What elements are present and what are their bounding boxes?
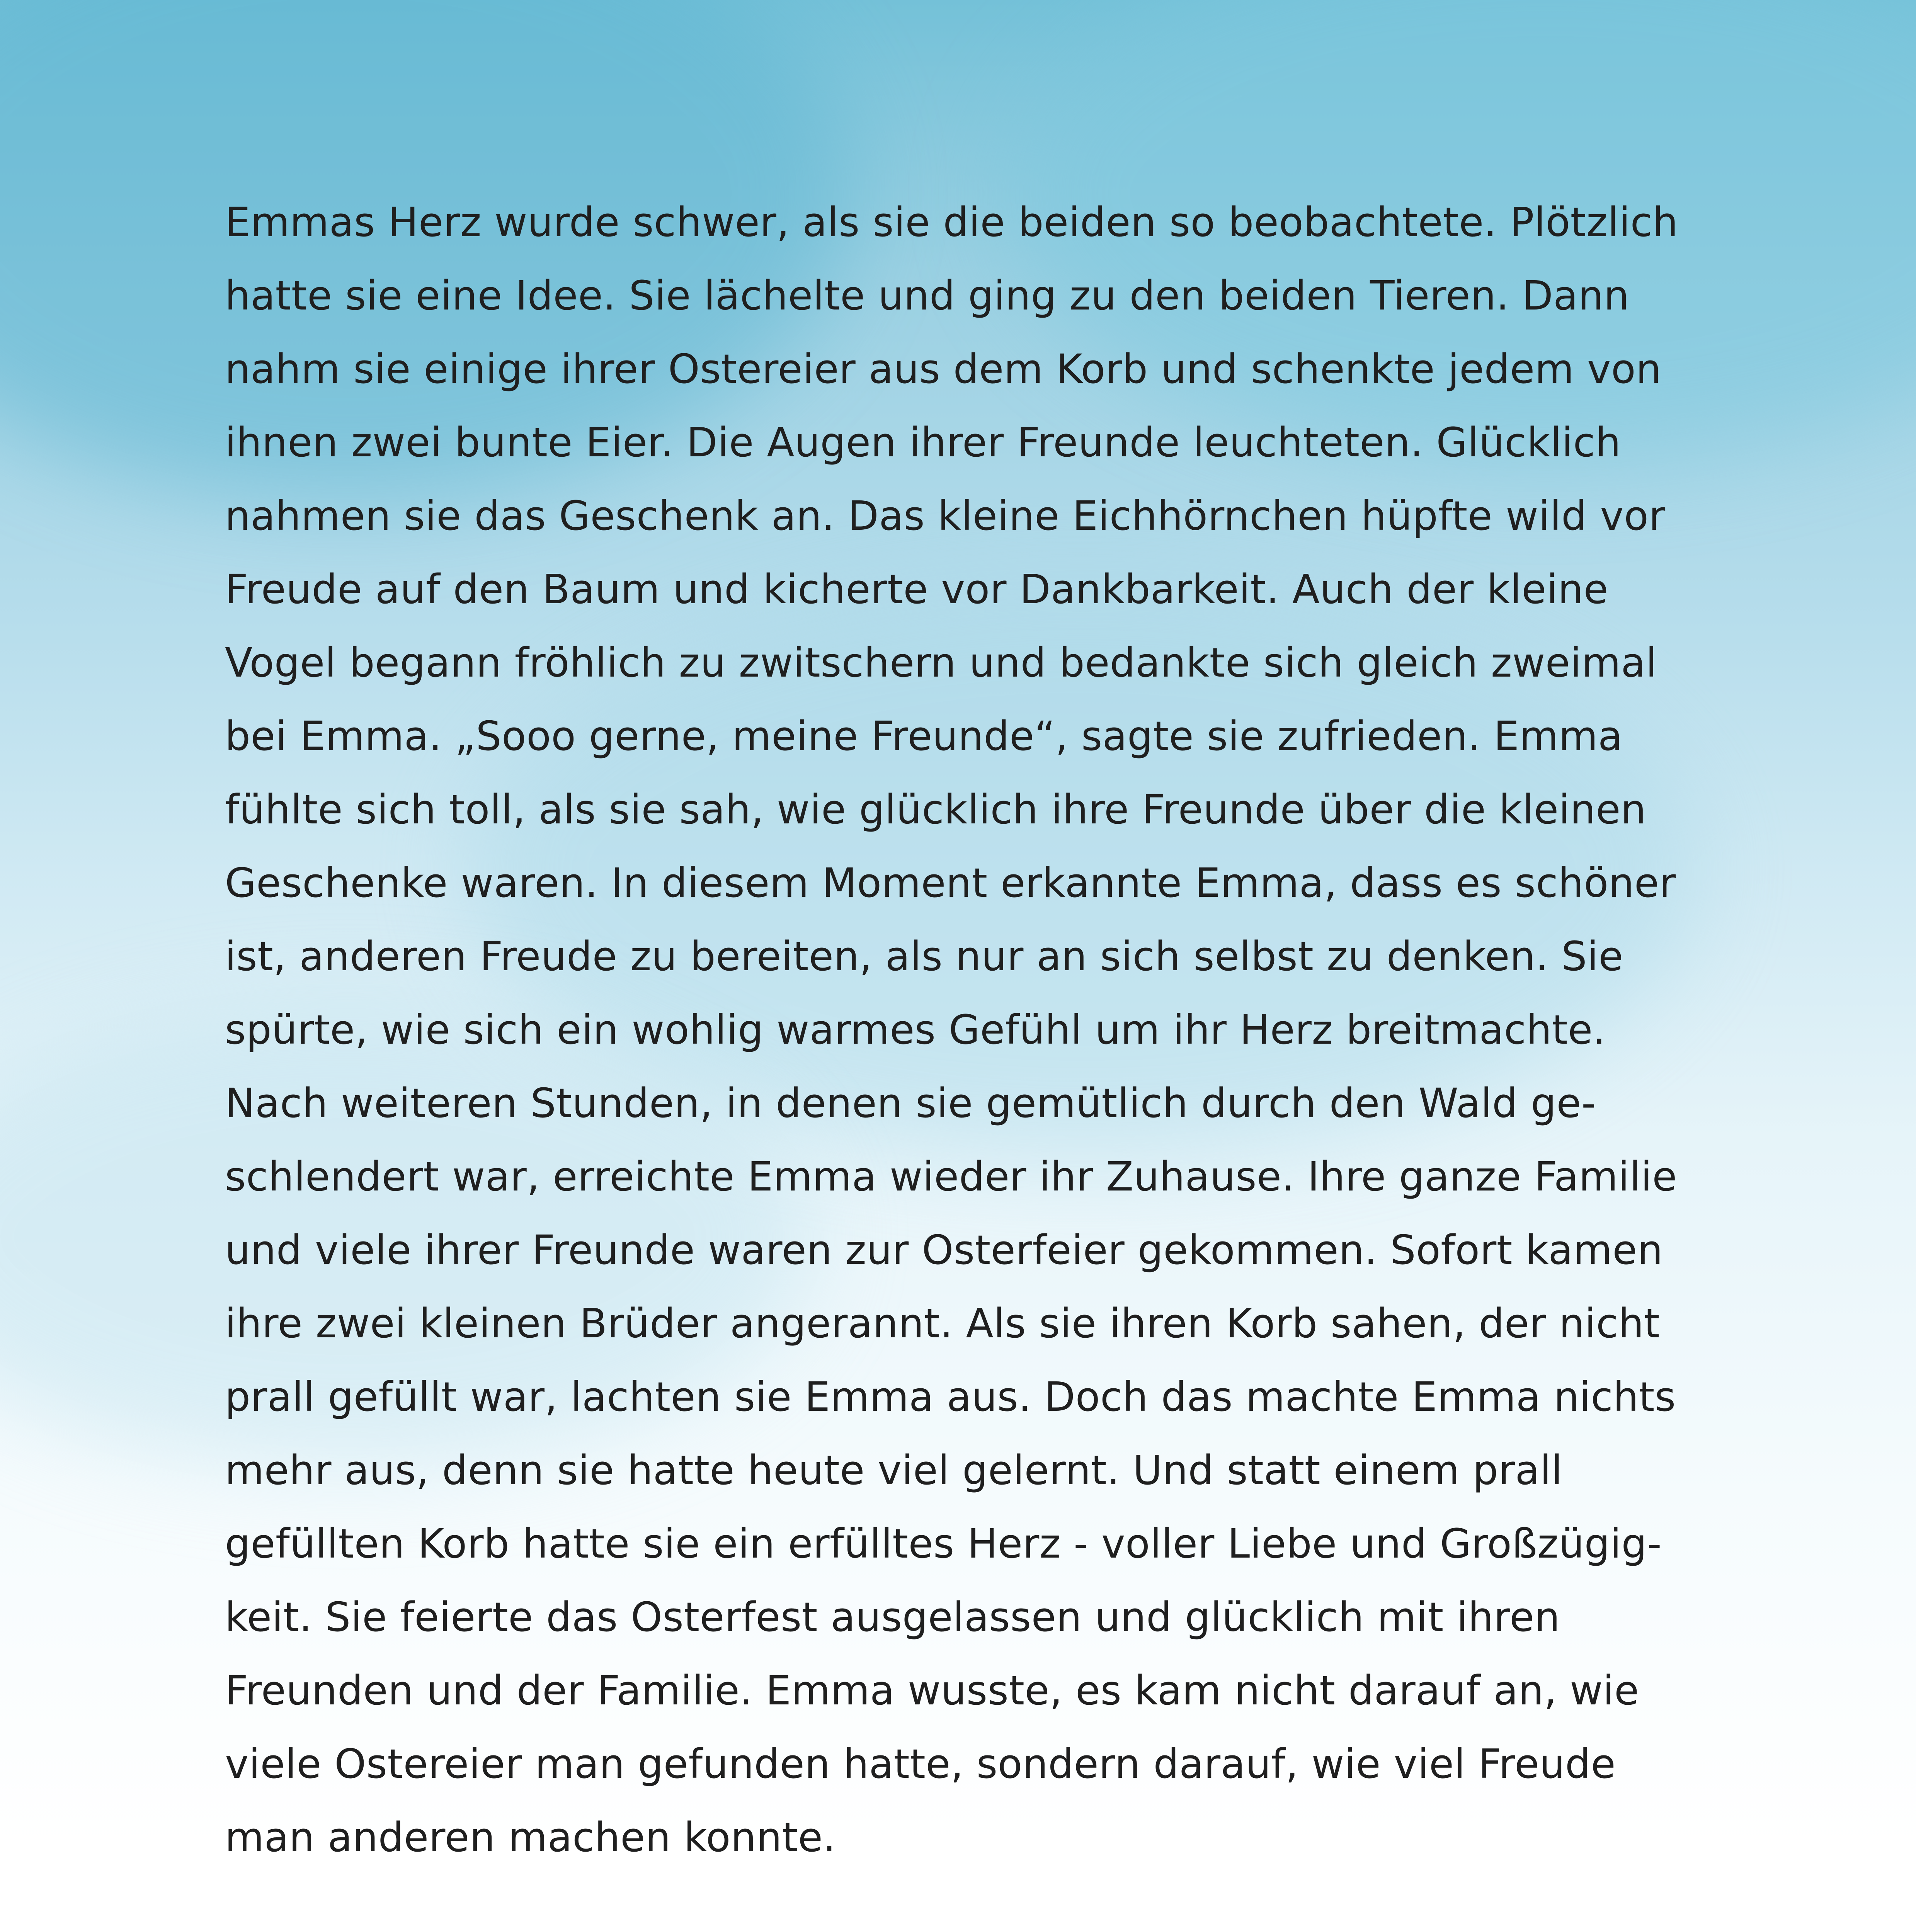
story-line: bei Emma. „Sooo gerne, meine Freunde“, sagte sie zufrieden. Emma bbox=[225, 713, 1623, 760]
story-line: prall gefüllt war, lachten sie Emma aus. Doch das machte Emma nichts bbox=[225, 1373, 1676, 1420]
story-line: ist, anderen Freude zu bereiten, als nur an sich selbst zu denken. Sie bbox=[225, 933, 1623, 980]
story-line: Freude auf den Baum und kicherte vor Dankbarkeit. Auch der kleine bbox=[225, 566, 1609, 613]
story-line: keit. Sie feierte das Osterfest ausgelassen und glücklich mit ihren bbox=[225, 1594, 1560, 1641]
story-line: Freunden und der Familie. Emma wusste, es kam nicht darauf an, wie bbox=[225, 1667, 1639, 1714]
story-line: ihnen zwei bunte Eier. Die Augen ihrer Freunde leuchteten. Glücklich bbox=[225, 419, 1621, 466]
story-line: spürte, wie sich ein wohlig warmes Gefühl um ihr Herz breitmachte. bbox=[225, 1006, 1606, 1053]
story-line: man anderen machen konnte. bbox=[225, 1814, 836, 1861]
story-text bbox=[225, 185, 1724, 1874]
story-line: hatte sie eine Idee. Sie lächelte und ging zu den beiden Tieren. Dann bbox=[225, 272, 1630, 319]
story-line: ihre zwei kleinen Brüder angerannt. Als sie ihren Korb sahen, der nicht bbox=[225, 1300, 1660, 1347]
story-line: gefüllten Korb hatte sie ein erfülltes Herz - voller Liebe und Großzügig- bbox=[225, 1520, 1662, 1567]
story-line: mehr aus, denn sie hatte heute viel gelernt. Und statt einem prall bbox=[225, 1447, 1563, 1494]
story-line: viele Ostereier man gefunden hatte, sondern darauf, wie viel Freude bbox=[225, 1740, 1616, 1787]
story-line: fühlte sich toll, als sie sah, wie glücklich ihre Freunde über die kleinen bbox=[225, 786, 1647, 833]
story-line: nahmen sie das Geschenk an. Das kleine Eichhörnchen hüpfte wild vor bbox=[225, 492, 1666, 539]
story-line: nahm sie einige ihrer Ostereier aus dem Korb und schenkte jedem von bbox=[225, 345, 1662, 393]
story-line: Vogel begann fröhlich zu zwitschern und bedankte sich gleich zweimal bbox=[225, 639, 1657, 686]
story-line: Nach weiteren Stunden, in denen sie gemütlich durch den Wald ge- bbox=[225, 1080, 1596, 1127]
story-line: schlendert war, erreichte Emma wieder ihr Zuhause. Ihre ganze Familie bbox=[225, 1153, 1677, 1200]
story-line: Emmas Herz wurde schwer, als sie die beiden so beobachtete. Plötzlich bbox=[225, 199, 1678, 246]
story-line: und viele ihrer Freunde waren zur Osterfeier gekommen. Sofort kamen bbox=[225, 1226, 1663, 1274]
story-line: Geschenke waren. In diesem Moment erkannte Emma, dass es schöner bbox=[225, 859, 1676, 906]
